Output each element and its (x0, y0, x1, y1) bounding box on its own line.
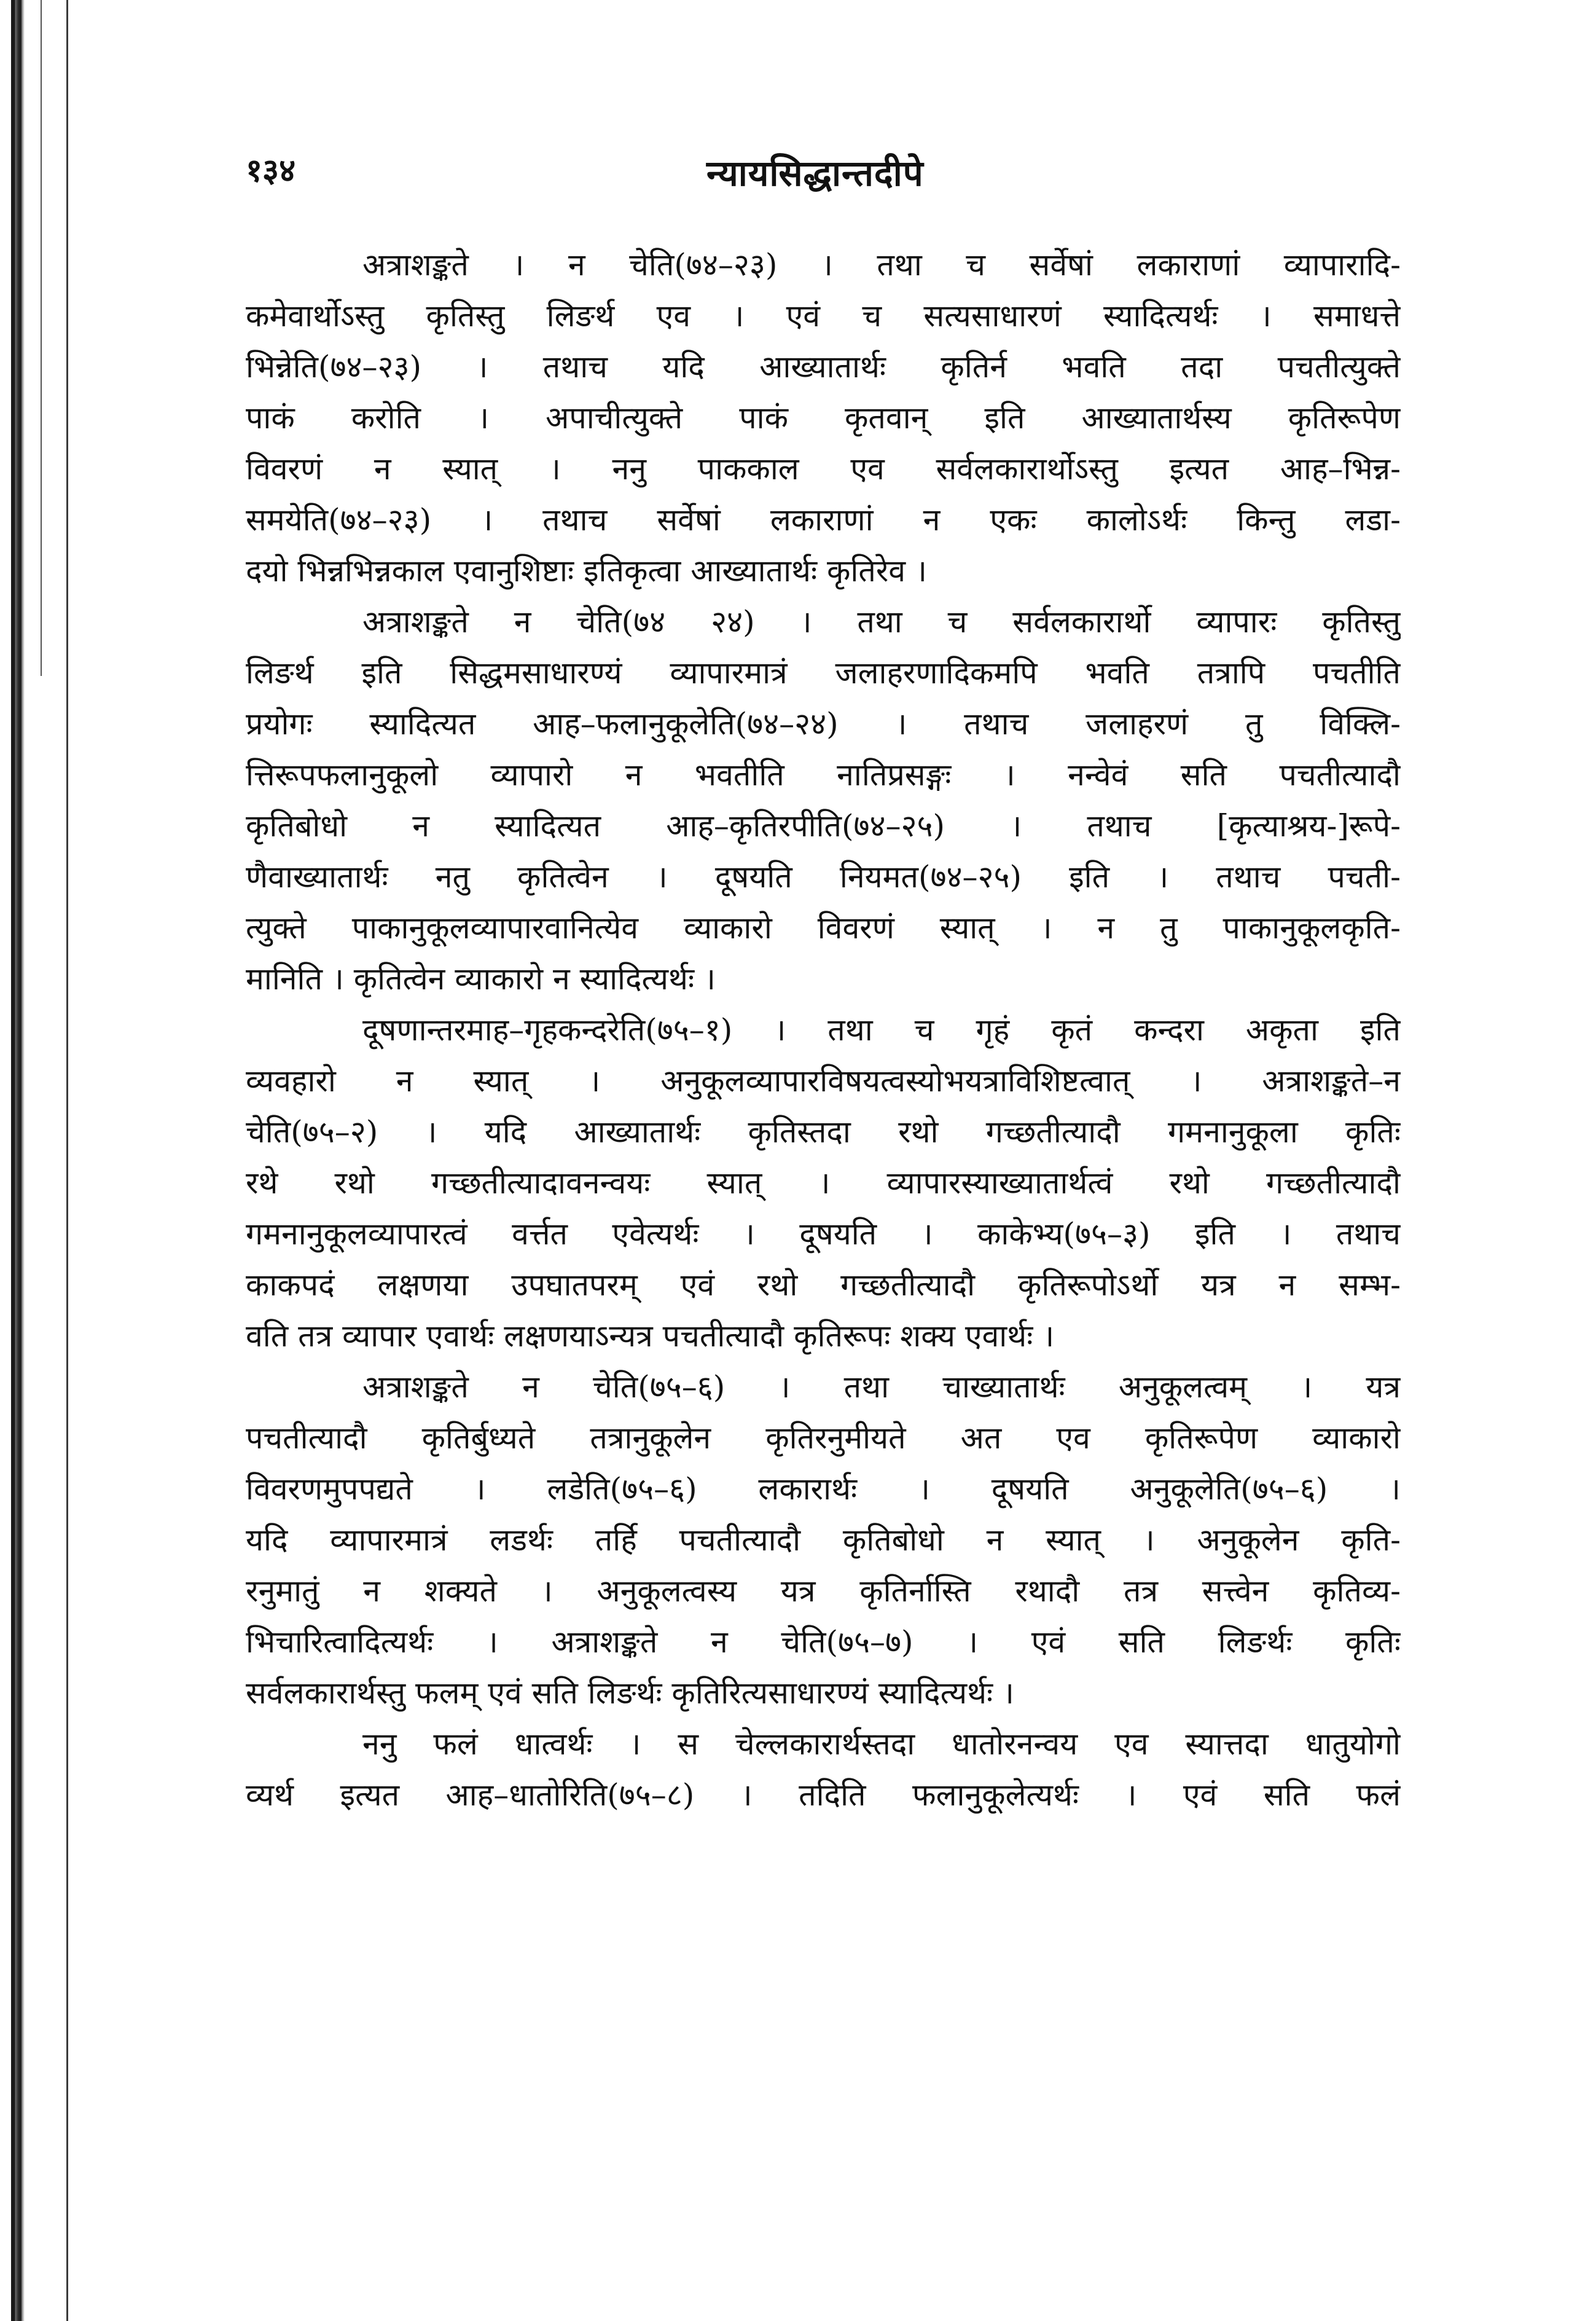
text-line: विवरणमुपपद्यते । लडेति(७५–६) लकारार्थः । दूषयति अनुकूलेति(७५–६) । (246, 1471, 1401, 1507)
text-line: काकपदं लक्षणया उपघातपरम् एवं रथो गच्छतीत्यादौ कृतिरूपोऽर्थो यत्र न सम्भ- (246, 1267, 1401, 1303)
text-line: विवरणं न स्यात् । ननु पाककाल एव सर्वलकारार्थोऽस्तु इत्यत आह–भिन्न- (246, 451, 1401, 487)
text-line: दूषणान्तरमाह–गृहकन्दरेति(७५–१) । तथा च गृहं कृतं कन्दरा अकृता इति (362, 1012, 1401, 1048)
page-number: १३४ (246, 152, 296, 189)
text-line: त्तिरूपफलानुकूलो व्यापारो न भवतीति नातिप्रसङ्गः । नन्वेवं सति पचतीत्यादौ (246, 757, 1401, 793)
running-title: न्यायसिद्धान्तदीपे (706, 152, 924, 194)
text-line: गमनानुकूलव्यापारत्वं वर्त्तत एवेत्यर्थः । दूषयति । काकेभ्य(७५–३) इति । तथाच (246, 1216, 1401, 1252)
page-header (246, 147, 1413, 203)
text-line: णैवाख्यातार्थः नतु कृतित्वेन । दूषयति नियमत(७४–२५) इति । तथाच पचती- (246, 859, 1401, 895)
text-line: व्यवहारो न स्यात् । अनुकूलव्यापारविषयत्वस्योभयत्राविशिष्टत्वात् । अत्राशङ्कते–न (246, 1063, 1401, 1099)
text-line: अत्राशङ्कते न चेति(७४ २४) । तथा च सर्वलकारार्थो व्यापारः कृतिस्तु (362, 604, 1401, 640)
text-line: प्रयोगः स्यादित्यत आह–फलानुकूलेति(७४–२४) । तथाच जलाहरणं तु विक्लि- (246, 706, 1401, 742)
text-line: त्युक्ते पाकानुकूलव्यापारवानित्येव व्याकारो विवरणं स्यात् । न तु पाकानुकूलकृति- (246, 910, 1401, 946)
text-line: लिङर्थ इति सिद्धमसाधारण्यं व्यापारमात्रं जलाहरणादिकमपि भवति तत्रापि पचतीति (246, 655, 1401, 691)
text-line: अत्राशङ्कते । न चेति(७४–२३) । तथा च सर्वेषां लकाराणां व्यापारादि- (362, 247, 1401, 283)
text-line: पाकं करोति । अपाचीत्युक्ते पाकं कृतवान् इति आख्यातार्थस्य कृतिरूपेण (246, 400, 1401, 436)
text-line: दयो भिन्नभिन्नकाल एवानुशिष्टाः इतिकृत्वा आख्यातार्थः कृतिरेव । (246, 553, 927, 589)
body-text (246, 240, 1401, 1821)
text-line: पचतीत्यादौ कृतिर्बुध्यते तत्रानुकूलेन कृतिरनुमीयते अत एव कृतिरूपेण व्याकारो (246, 1420, 1401, 1456)
text-line: भिचारित्वादित्यर्थः । अत्राशङ्कते न चेति(७५–७) । एवं सति लिङर्थः कृतिः (246, 1624, 1401, 1660)
text-line: कमेवार्थोऽस्तु कृतिस्तु लिङर्थ एव । एवं च सत्यसाधारणं स्यादित्यर्थः । समाधत्ते (246, 298, 1401, 334)
text-line: समयेति(७४–२३) । तथाच सर्वेषां लकाराणां न एकः कालोऽर्थः किन्तु लडा- (246, 502, 1401, 538)
text-line: भिन्नेति(७४–२३) । तथाच यदि आख्यातार्थः कृतिर्न भवति तदा पचतीत्युक्ते (246, 349, 1401, 385)
text-line: व्यर्थ इत्यत आह–धातोरिति(७५–८) । तदिति फलानुकूलेत्यर्थः । एवं सति फलं (246, 1777, 1401, 1813)
binding-edge (11, 0, 25, 2321)
text-line: चेति(७५–२) । यदि आख्यातार्थः कृतिस्तदा रथो गच्छतीत्यादौ गमनानुकूला कृतिः (246, 1114, 1401, 1150)
text-line: ननु फलं धात्वर्थः । स चेल्लकारार्थस्तदा धातोरनन्वय एव स्यात्तदा धातुयोगो (362, 1726, 1401, 1762)
text-line: वति तत्र व्यापार एवार्थः लक्षणयाऽन्यत्र पचतीत्यादौ कृतिरूपः शक्य एवार्थः । (246, 1318, 1055, 1354)
margin-rule (66, 0, 68, 2321)
binding-shadow-line (41, 0, 42, 676)
text-line: कृतिबोधो न स्यादित्यत आह–कृतिरपीति(७४–२५) । तथाच [कृत्याश्रय-]रूपे- (246, 808, 1401, 844)
text-line: रनुमातुं न शक्यते । अनुकूलत्वस्य यत्र कृतिर्नास्ति रथादौ तत्र सत्त्वेन कृतिव्य- (246, 1573, 1401, 1609)
text-line: मानिति । कृतित्वेन व्याकारो न स्यादित्यर्थः । (246, 961, 716, 997)
text-line: यदि व्यापारमात्रं लडर्थः तर्हि पचतीत्यादौ कृतिबोधो न स्यात् । अनुकूलेन कृति- (246, 1522, 1401, 1558)
text-line: सर्वलकारार्थस्तु फलम् एवं सति लिङर्थः कृतिरित्यसाधारण्यं स्यादित्यर्थः । (246, 1675, 1015, 1711)
text-line: अत्राशङ्कते न चेति(७५–६) । तथा चाख्यातार्थः अनुकूलत्वम् । यत्र (362, 1369, 1401, 1405)
text-line: रथे रथो गच्छतीत्यादावनन्वयः स्यात् । व्यापारस्याख्यातार्थत्वं रथो गच्छतीत्यादौ (246, 1165, 1401, 1201)
